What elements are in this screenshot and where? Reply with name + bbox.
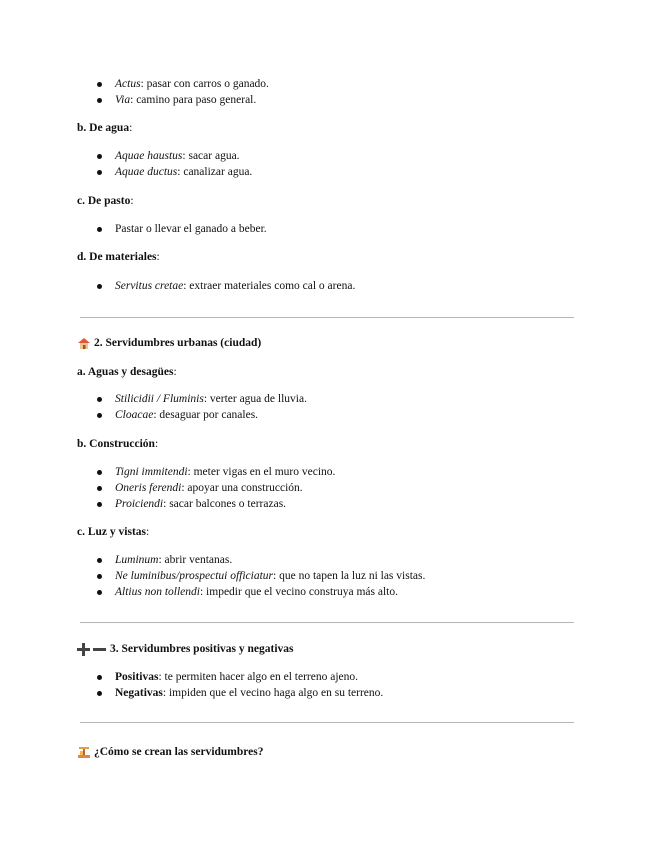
list-item: Negativas: impiden que el vecino haga algo en su terreno.	[97, 685, 383, 701]
divider	[80, 622, 574, 623]
plus-minus-icon	[77, 643, 106, 656]
list-item: Ne luminibus/prospectui officiatur: que no tapen la luz ni las vistas.	[97, 568, 425, 584]
plus-icon	[77, 643, 90, 656]
light-views-list	[97, 552, 425, 600]
subheading-construction: b. Construcción:	[77, 438, 159, 450]
list-item: Tigni immitendi: meter vigas en el muro vecino.	[97, 464, 335, 480]
divider	[80, 317, 574, 318]
list-item: Luminum: abrir ventanas.	[97, 552, 425, 568]
waters-list	[97, 391, 307, 423]
list-item: Positivas: te permiten hacer algo en el terreno ajeno.	[97, 669, 383, 685]
list-item: Via: camino para paso general.	[97, 92, 269, 108]
minus-icon	[93, 648, 106, 651]
subheading-materials: d. De materiales:	[77, 251, 160, 263]
list-item: Servitus cretae: extraer materiales como cal o arena.	[97, 278, 355, 294]
list-item: Stilicidii / Fluminis: verter agua de lluvia.	[97, 391, 307, 407]
list-item: Cloacae: desaguar por canales.	[97, 407, 307, 423]
rural-passage-list	[97, 76, 269, 108]
subheading-light-views: c. Luz y vistas:	[77, 526, 150, 538]
section-title-creation: ¿Cómo se crean las servidumbres?	[77, 743, 264, 761]
water-list	[97, 148, 252, 180]
list-item: Proiciendi: sacar balcones o terrazas.	[97, 496, 335, 512]
pasture-list	[97, 221, 267, 237]
list-item: Pastar o llevar el ganado a beber.	[97, 221, 267, 237]
list-item: Aquae ductus: canalizar agua.	[97, 164, 252, 180]
list-item: Oneris ferendi: apoyar una construcción.	[97, 480, 335, 496]
subheading-pasture: c. De pasto:	[77, 195, 134, 207]
list-item: Actus: pasar con carros o ganado.	[97, 76, 269, 92]
section-title-positive-negative: 3. Servidumbres positivas y negativas	[77, 640, 293, 658]
list-item: Aquae haustus: sacar agua.	[97, 148, 252, 164]
section-title-urban: 2. Servidumbres urbanas (ciudad)	[77, 334, 261, 352]
construction-list	[97, 464, 335, 512]
materials-list	[97, 278, 355, 294]
divider	[80, 722, 574, 723]
positive-negative-list	[97, 669, 383, 701]
construction-icon	[77, 745, 91, 759]
house-icon	[77, 336, 91, 350]
subheading-water: b. De agua:	[77, 122, 133, 134]
list-item: Altius non tollendi: impedir que el vecino construya más alto.	[97, 584, 425, 600]
subheading-waters-drains: a. Aguas y desagües:	[77, 366, 177, 378]
